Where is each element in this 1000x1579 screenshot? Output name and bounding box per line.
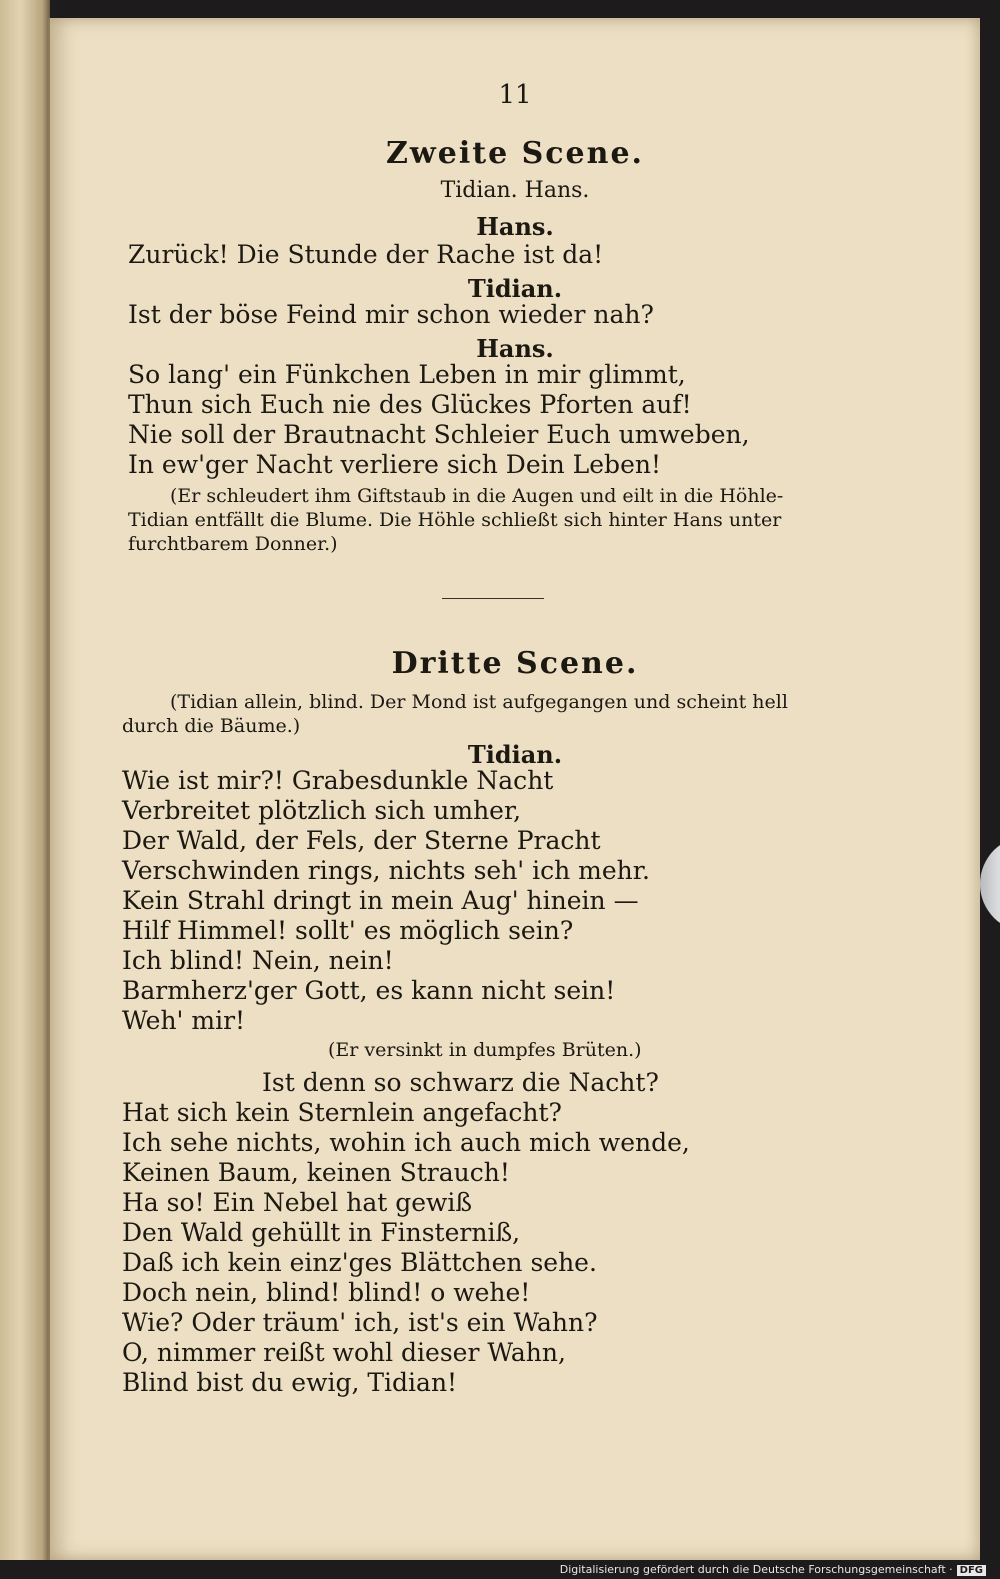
scene-characters: Tidian. Hans. [440, 178, 590, 203]
verse-line: Wie? Oder träum' ich, ist's ein Wahn? [122, 1308, 598, 1337]
stage-direction: (Er schleudert ihm Giftstaub in die Augen und eilt in die Höhle- [170, 485, 784, 507]
verse-line: Der Wald, der Fels, der Sterne Pracht [122, 826, 601, 855]
scene-title-2: Zweite Scene. [386, 136, 644, 171]
verse-line: Hat sich kein Sternlein angefacht? [122, 1098, 562, 1127]
stage-direction: furchtbarem Donner.) [128, 533, 338, 555]
verse-line: Zurück! Die Stunde der Rache ist da! [128, 240, 604, 269]
verse-line: Ist der böse Feind mir schon wieder nah? [128, 300, 654, 329]
stage-direction: (Tidian allein, blind. Der Mond ist aufgegangen und scheint hell [170, 691, 788, 713]
book-page [48, 18, 980, 1560]
verse-line: In ew'ger Nacht verliere sich Dein Leben! [128, 450, 662, 479]
verse-line: Ich sehe nichts, wohin ich auch mich wende, [122, 1128, 690, 1157]
verse-line: Ich blind! Nein, nein! [122, 946, 394, 975]
verse-line: Hilf Himmel! sollt' es möglich sein? [122, 916, 574, 945]
verse-line: Kein Strahl dringt in mein Aug' hinein — [122, 886, 639, 915]
speaker-tidian-1: Tidian. [467, 274, 563, 303]
footer-credit [560, 1563, 986, 1576]
verse-line: Keinen Baum, keinen Strauch! [122, 1158, 510, 1187]
verse-line: Daß ich kein einz'ges Blättchen sehe. [122, 1248, 597, 1277]
scene-divider [442, 598, 544, 599]
scene-title-3: Dritte Scene. [391, 646, 639, 681]
stage-direction: durch die Bäume.) [122, 715, 301, 737]
stage-direction: Tidian entfällt die Blume. Die Höhle schließt sich hinter Hans unter [128, 509, 782, 531]
verse-line: Barmherz'ger Gott, es kann nicht sein! [122, 976, 616, 1005]
verse-line: Wie ist mir?! Grabesdunkle Nacht [122, 766, 554, 795]
verse-line: Thun sich Euch nie des Glückes Pforten auf! [128, 390, 692, 419]
dfg-logo: DFG [957, 1565, 986, 1576]
speaker-tidian-2: Tidian. [467, 740, 563, 769]
verse-line: Ha so! Ein Nebel hat gewiß [122, 1188, 473, 1217]
page-number: 11 [498, 80, 532, 110]
verse-line: Blind bist du ewig, Tidian! [122, 1368, 458, 1397]
verse-line: O, nimmer reißt wohl dieser Wahn, [122, 1338, 566, 1367]
verse-line: Doch nein, blind! blind! o wehe! [122, 1278, 531, 1307]
verse-line: Verbreitet plötzlich sich umher, [122, 796, 522, 825]
stage-direction: (Er versinkt in dumpfes Brüten.) [328, 1039, 642, 1061]
book-spine [0, 0, 50, 1560]
verse-line: So lang' ein Fünkchen Leben in mir glimmt, [128, 360, 686, 389]
speaker-hans-1: Hans. [476, 212, 554, 241]
verse-line: Verschwinden rings, nichts seh' ich mehr. [122, 856, 650, 885]
verse-line: Ist denn so schwarz die Nacht? [262, 1068, 659, 1097]
verse-line: Den Wald gehüllt in Finsterniß, [122, 1218, 521, 1247]
verse-line: Weh' mir! [122, 1006, 246, 1035]
footer-text: Digitalisierung gefördert durch die Deutsche Forschungsgemeinschaft · [559, 1563, 953, 1576]
page-clip [980, 836, 1000, 932]
verse-line: Nie soll der Brautnacht Schleier Euch umweben, [128, 420, 750, 449]
speaker-hans-2: Hans. [476, 334, 554, 363]
